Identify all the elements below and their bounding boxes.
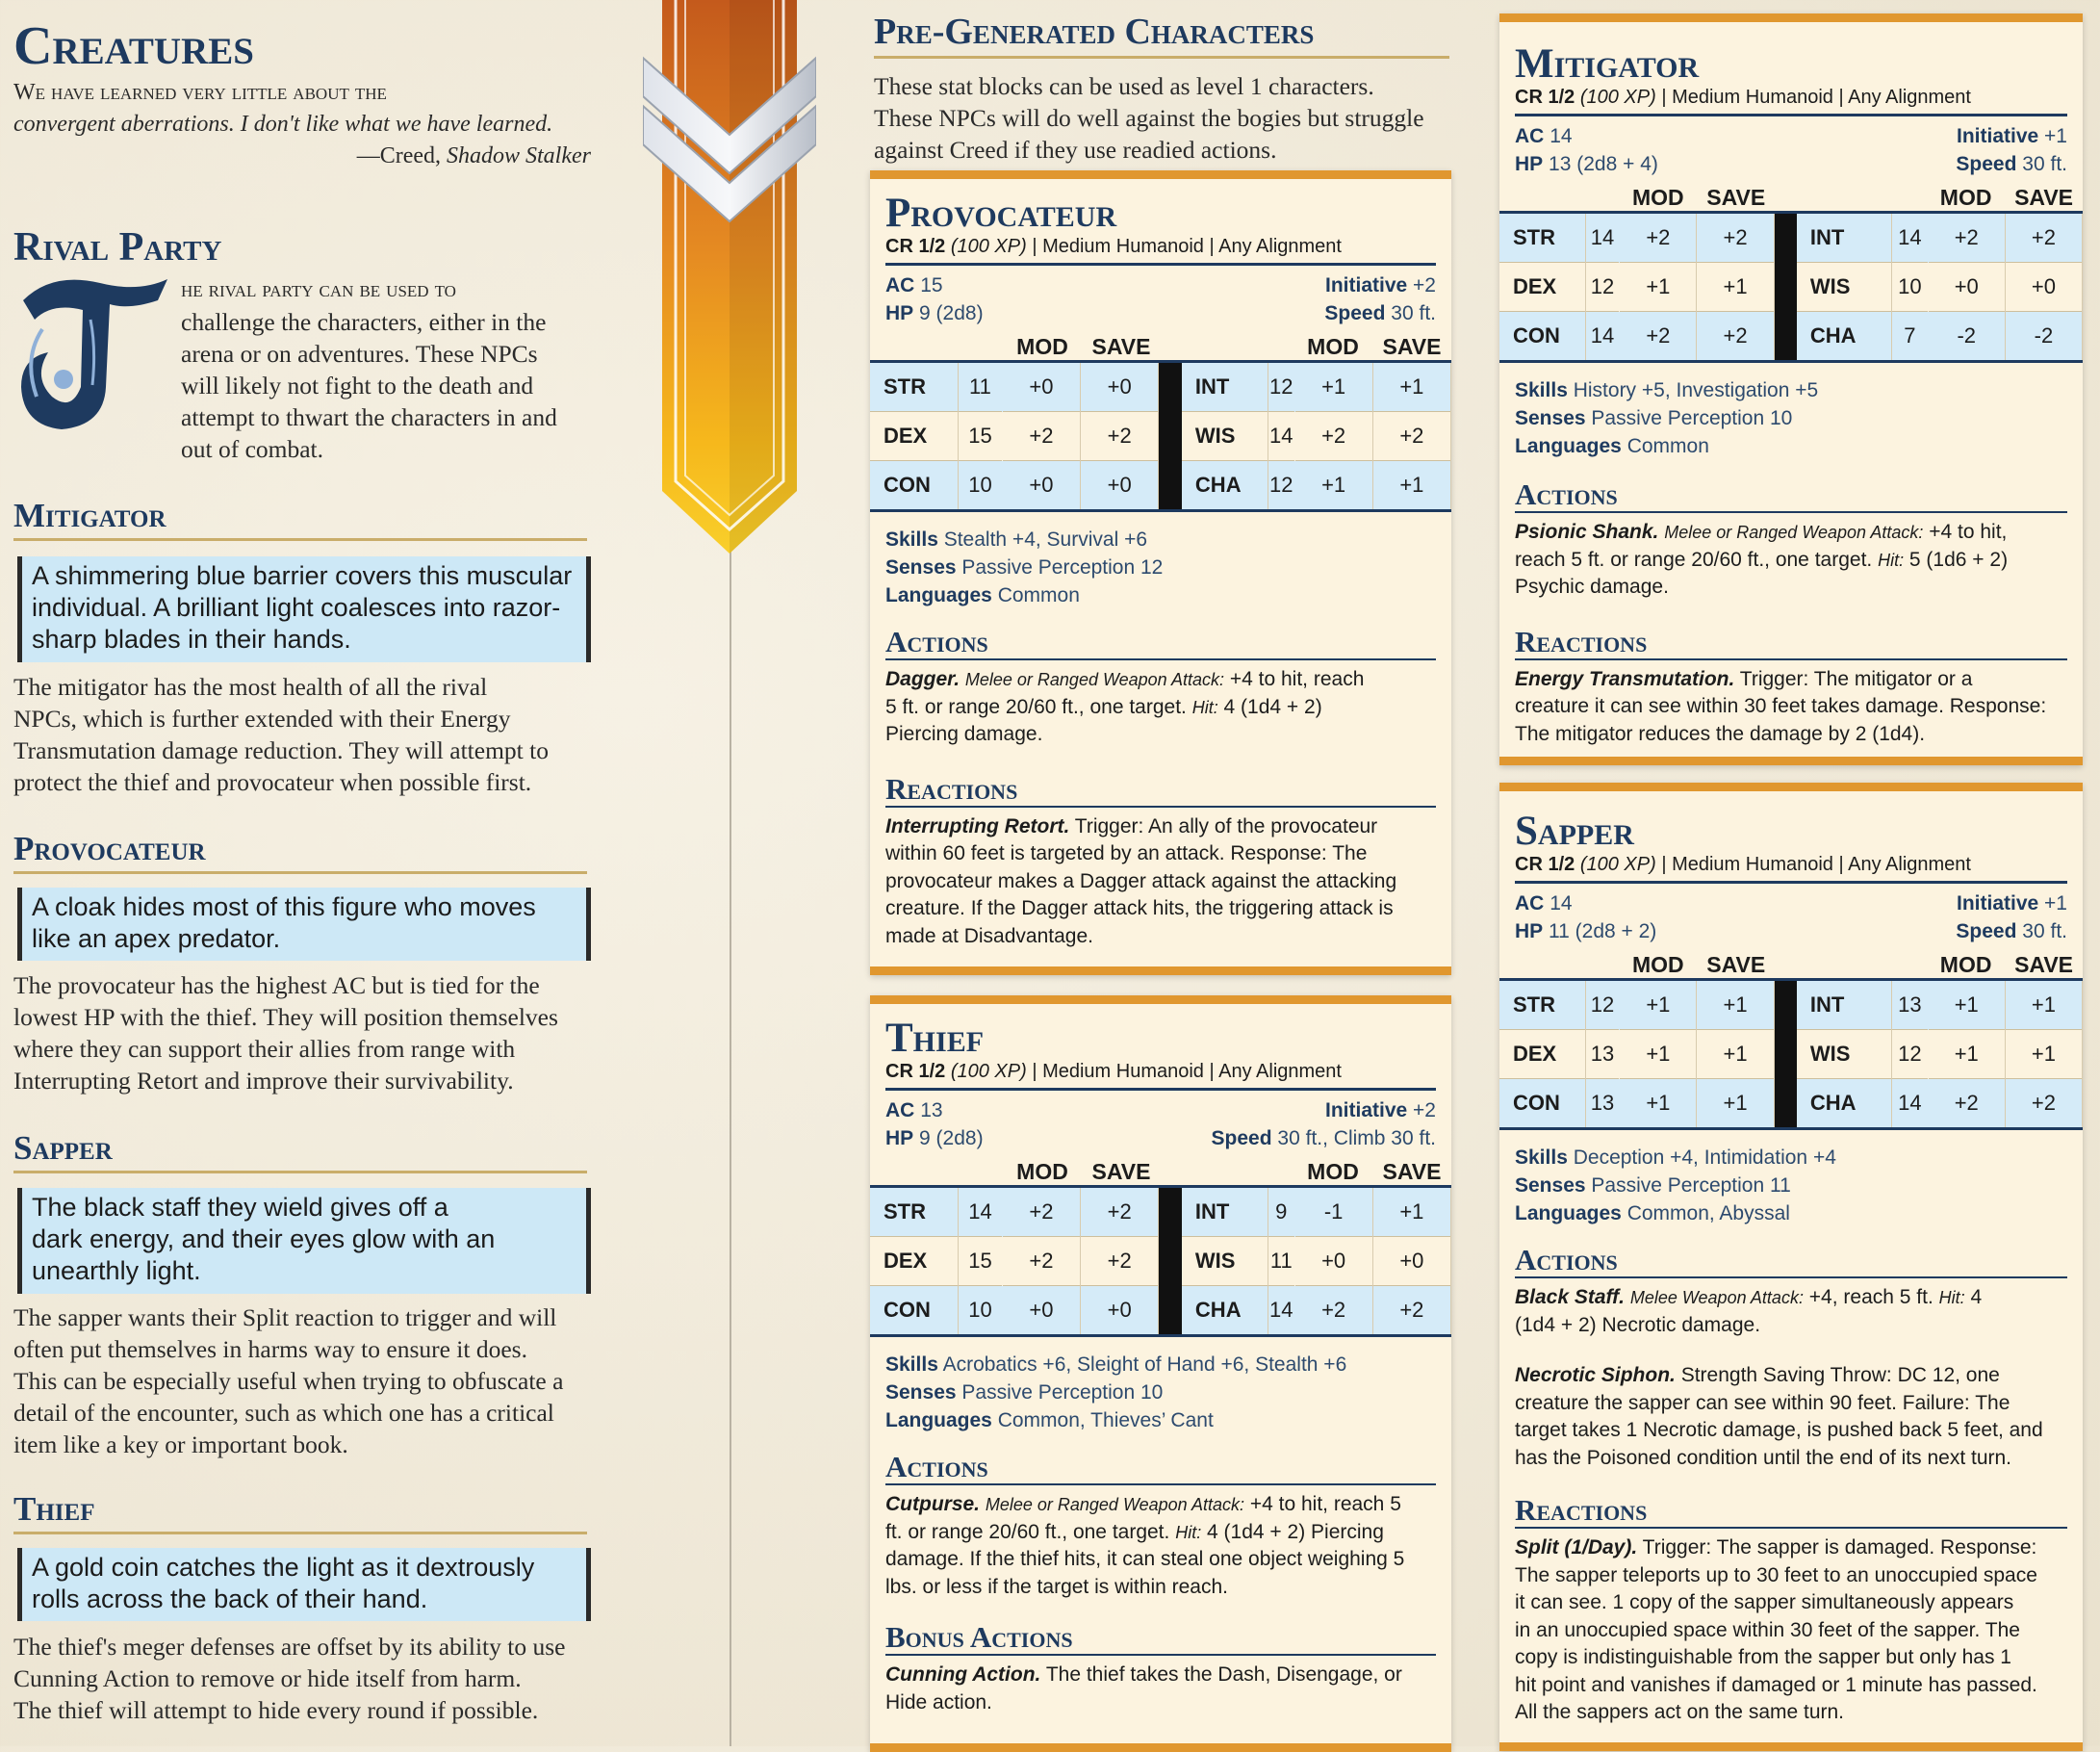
ability-save: +2 (1372, 1286, 1450, 1336)
intro-line: against Creed if they use readied actions. (874, 136, 1277, 164)
action-cutpurse: Cutpurse. Melee or Ranged Weapon Attack: +4 to hit, reach 5 ft. or range 20/60 ft., one target. Hit: 4 (1d4 + 2) Piercing damage. If the thief hits, it can steal one object weighing 5 lbs. or less if the target is within reach. (885, 1493, 1405, 1598)
ability-mod: -1 (1294, 1187, 1372, 1237)
statblock-provocateur (870, 170, 1451, 975)
ability-save: +2 (1372, 412, 1450, 461)
ability-score: 14 (959, 1187, 1003, 1237)
ability-save: +2 (2005, 213, 2082, 263)
description-line: lowest HP with the thief. They will position themselves (13, 1003, 558, 1031)
rival-party-heading: Rival Party (13, 225, 222, 270)
statblock-mitigator (1499, 13, 2083, 765)
ability-score: 7 (1892, 312, 1929, 362)
ability-mod: +1 (1620, 980, 1697, 1030)
action-black-staff: Black Staff. Melee Weapon Attack: +4, reach 5 ft. Hit: 4 (1d4 + 2) Necrotic damage. (1515, 1286, 1983, 1336)
ability-score: 14 (1268, 412, 1294, 461)
readaloud-line: unearthly light. (32, 1256, 201, 1285)
sapper-readaloud (17, 1188, 591, 1294)
hp-row: HP 11 (2d8 + 2) Speed 30 ft. (1515, 920, 2067, 942)
ability-score: 10 (959, 1286, 1003, 1336)
ability-name: DEX (1499, 1030, 1585, 1079)
description-line: The provocateur has the highest AC but is tied for the (13, 971, 540, 999)
ability-score: 11 (1268, 1237, 1294, 1286)
ability-divider (1774, 312, 1797, 362)
ac-row: AC 14 Initiative +1 (1515, 125, 2067, 147)
thief-description (13, 1631, 601, 1726)
ability-save: +2 (1697, 312, 1774, 362)
ability-name: CHA (1182, 1286, 1268, 1336)
description-line: This can be especially useful when trying to obfuscate a (13, 1367, 564, 1395)
ability-mod: +0 (1002, 362, 1080, 412)
action-psionic-shank: Psionic Shank. Melee or Ranged Weapon Attack: +4 to hit, reach 5 ft. or range 20/60 ft., one target. Hit: 5 (1d6 + 2) Psychic damage. (1515, 521, 2009, 598)
page-title: Creatures (13, 16, 254, 76)
ability-mod: +0 (1928, 263, 2005, 312)
readaloud-line: The black staff they wield gives off a (32, 1193, 448, 1222)
ability-score: 9 (1268, 1187, 1294, 1237)
dropcap-icon (13, 271, 175, 437)
ability-row (870, 1237, 1451, 1286)
reactions-heading: Reactions (1515, 1495, 2067, 1529)
ability-save: +1 (1697, 1030, 1774, 1079)
ability-save: +0 (2005, 263, 2082, 312)
ability-name: DEX (870, 1237, 959, 1286)
description-line: Interrupting Retort and improve their survivability. (13, 1067, 514, 1095)
epigraph-attribution: —Creed, Shadow Stalker (356, 143, 591, 168)
ability-divider (1774, 980, 1797, 1030)
ability-name: CON (870, 1286, 959, 1336)
sapper-heading: Sapper (13, 1131, 587, 1173)
statblock-thief (870, 995, 1451, 1752)
ability-header: MOD SAVE MOD SAVE (1016, 334, 1442, 359)
epigraph (13, 77, 591, 172)
ability-row (870, 461, 1451, 511)
provocateur-readaloud (17, 888, 591, 961)
ability-save: +1 (1372, 461, 1450, 511)
description-line: The thief will attempt to hide every round if possible. (13, 1696, 539, 1724)
ability-table (870, 360, 1451, 512)
ability-divider (1159, 461, 1182, 511)
dropcap-ornament (13, 271, 175, 437)
bonus-actions-heading: Bonus Actions (885, 1622, 1436, 1656)
ability-row (870, 362, 1451, 412)
ability-score: 12 (1268, 362, 1294, 412)
ability-divider (1159, 1286, 1182, 1336)
ability-save: +2 (2005, 1079, 2082, 1129)
ability-save: +1 (2005, 1030, 2082, 1079)
ability-name: DEX (870, 412, 959, 461)
description-line: detail of the encounter, such as which one has a critical (13, 1399, 554, 1427)
ability-divider (1159, 412, 1182, 461)
ability-name: CHA (1182, 461, 1268, 511)
intro-line: arena or on adventures. These NPCs (181, 340, 538, 368)
ability-score: 10 (959, 461, 1003, 511)
ability-save: +1 (1697, 263, 1774, 312)
senses-line: Senses Passive Perception 10 (1515, 407, 1793, 429)
intro-line: will likely not fight to the death and (181, 372, 534, 399)
intro-line: challenge the characters, either in the (181, 308, 547, 336)
ability-save: +1 (1697, 980, 1774, 1030)
actions-heading: Actions (1515, 1245, 2067, 1278)
ability-table (1499, 211, 2083, 363)
ability-mod: +2 (1002, 1237, 1080, 1286)
banner-ribbon-icon (643, 0, 816, 558)
ability-score: 14 (1585, 312, 1620, 362)
intro-line: These NPCs will do well against the bogies but struggle (874, 104, 1424, 132)
ability-mod: +2 (1928, 213, 2005, 263)
intro-line: attempt to thwart the characters in and (181, 403, 557, 431)
pregen-heading: Pre-Generated Characters (874, 13, 1449, 59)
ability-name: CHA (1797, 312, 1892, 362)
reactions-heading: Reactions (1515, 627, 2067, 660)
ability-score: 12 (1585, 980, 1620, 1030)
ability-save: +2 (1081, 1237, 1159, 1286)
skills-line: Skills Stealth +4, Survival +6 (885, 528, 1148, 551)
ability-row (870, 1286, 1451, 1336)
ability-divider (1159, 1237, 1182, 1286)
ability-name: CON (1499, 1079, 1585, 1129)
pregen-section (874, 13, 1451, 166)
ability-save: +1 (1372, 362, 1450, 412)
statblock-cr: CR 1/2 (100 XP) | Medium Humanoid | Any Alignment (1515, 852, 2067, 884)
readaloud-line: dark energy, and their eyes glow with an (32, 1224, 496, 1253)
description-line: where they can support their allies from range with (13, 1035, 516, 1063)
ac-row: AC 13 Initiative +2 (885, 1099, 1436, 1121)
ability-save: +0 (1081, 362, 1159, 412)
ability-score: 14 (1892, 213, 1929, 263)
thief-heading: Thief (13, 1492, 587, 1534)
readaloud-line: like an apex predator. (32, 924, 281, 953)
ability-mod: +2 (1620, 213, 1697, 263)
ability-name: INT (1797, 213, 1892, 263)
provocateur-heading: Provocateur (13, 832, 587, 874)
ability-row (870, 412, 1451, 461)
hp-row: HP 9 (2d8) Speed 30 ft. (885, 302, 1436, 324)
skills-line: Skills Acrobatics +6, Sleight of Hand +6, Stealth +6 (885, 1353, 1347, 1376)
ability-divider (1774, 213, 1797, 263)
reaction-energy-transmutation: Energy Transmutation. Trigger: The mitigator or a creature it can see within 30 feet takes damage. Response: The mitigator reduces the damage by 2 (1d4). (1515, 667, 2047, 745)
description-line: NPCs, which is further extended with their Energy (13, 705, 511, 733)
ability-mod: +1 (1620, 1079, 1697, 1129)
mitigator-description (13, 671, 601, 798)
statblock-cr: CR 1/2 (100 XP) | Medium Humanoid | Any Alignment (885, 1059, 1436, 1091)
intro-line: he rival party can be used to (181, 277, 456, 302)
ability-name: STR (1499, 980, 1585, 1030)
ability-table (870, 1185, 1451, 1337)
ac-row: AC 14 Initiative +1 (1515, 892, 2067, 915)
ability-name: CON (870, 461, 959, 511)
ability-header: MOD SAVE MOD SAVE (1016, 1159, 1442, 1184)
ability-save: +2 (1081, 412, 1159, 461)
ability-score: 14 (1268, 1286, 1294, 1336)
mitigator-heading: Mitigator (13, 499, 587, 541)
ability-name: DEX (1499, 263, 1585, 312)
ac-row: AC 15 Initiative +2 (885, 274, 1436, 296)
senses-line: Senses Passive Perception 10 (885, 1381, 1164, 1404)
ability-mod: +1 (1928, 1030, 2005, 1079)
readaloud-line: sharp blades in their hands. (32, 625, 351, 654)
statblock-cr: CR 1/2 (100 XP) | Medium Humanoid | Any Alignment (885, 234, 1436, 266)
statblock-name: Sapper (1515, 809, 1634, 854)
readaloud-line: individual. A brilliant light coalesces into razor- (32, 593, 561, 622)
ability-score: 10 (1892, 263, 1929, 312)
readaloud-line: A shimmering blue barrier covers this muscular (32, 561, 573, 590)
ability-mod: +0 (1002, 461, 1080, 511)
ability-score: 15 (959, 412, 1003, 461)
action-necrotic-siphon: Necrotic Siphon. Strength Saving Throw: DC 12, one creature the sapper can see within 90 feet. Failure: The target takes 1 Necrotic damage, is pushed back 5 feet, and has the Poisoned condition until the end of its next turn. (1515, 1364, 2043, 1469)
actions-heading: Actions (1515, 479, 2067, 513)
description-line: often put themselves in harms way to ensure it does. (13, 1335, 527, 1363)
ability-score: 14 (1585, 213, 1620, 263)
languages-line: Languages Common (885, 584, 1080, 606)
reactions-heading: Reactions (885, 774, 1436, 808)
ability-score: 13 (1892, 980, 1929, 1030)
description-line: The thief's meger defenses are offset by its ability to use (13, 1633, 566, 1661)
description-line: The mitigator has the most health of all the rival (13, 673, 488, 701)
ability-name: INT (1797, 980, 1892, 1030)
senses-line: Senses Passive Perception 12 (885, 556, 1164, 579)
ability-header: MOD SAVE MOD SAVE (1631, 185, 2074, 210)
ability-mod: +1 (1294, 461, 1372, 511)
readaloud-line: rolls across the back of their hand. (32, 1585, 428, 1613)
ability-score: 13 (1585, 1030, 1620, 1079)
ability-row (1499, 980, 2083, 1030)
ability-save: +0 (1372, 1237, 1450, 1286)
ability-name: CON (1499, 312, 1585, 362)
statblock-name: Provocateur (885, 191, 1117, 236)
description-line: Cunning Action to remove or hide itself from harm. (13, 1664, 522, 1692)
languages-line: Languages Common, Abyssal (1515, 1202, 1790, 1224)
ability-mod: +2 (1002, 1187, 1080, 1237)
decorative-banner (643, 0, 816, 558)
ability-name: WIS (1797, 263, 1892, 312)
ability-name: STR (1499, 213, 1585, 263)
epigraph-line-2: convergent aberrations. I don't like what we have learned. (13, 112, 553, 137)
ability-row (1499, 312, 2083, 362)
bonus-cunning-action: Cunning Action. The thief takes the Dash, Disengage, or Hide action. (885, 1663, 1402, 1713)
ability-name: INT (1182, 362, 1268, 412)
ability-row (1499, 1079, 2083, 1129)
ability-save: +1 (2005, 980, 2082, 1030)
actions-heading: Actions (885, 627, 1436, 660)
ability-save: -2 (2005, 312, 2082, 362)
ability-name: WIS (1182, 412, 1268, 461)
description-line: Transmutation damage reduction. They will attempt to (13, 736, 549, 764)
ability-mod: +1 (1620, 263, 1697, 312)
description-line: item like a key or important book. (13, 1430, 348, 1458)
ability-mod: -2 (1928, 312, 2005, 362)
ability-mod: +1 (1928, 980, 2005, 1030)
description-line: The sapper wants their Split reaction to trigger and will (13, 1303, 557, 1331)
ability-mod: +2 (1294, 1286, 1372, 1336)
readaloud-line: A cloak hides most of this figure who moves (32, 892, 536, 921)
thief-readaloud (17, 1548, 591, 1621)
senses-line: Senses Passive Perception 11 (1515, 1174, 1791, 1197)
ability-divider (1159, 362, 1182, 412)
statblock-cr: CR 1/2 (100 XP) | Medium Humanoid | Any Alignment (1515, 85, 2067, 116)
ability-score: 15 (959, 1237, 1003, 1286)
languages-line: Languages Common, Thieves’ Cant (885, 1409, 1214, 1431)
rival-party-intro (181, 274, 604, 465)
ability-divider (1774, 1030, 1797, 1079)
ability-mod: +2 (1928, 1079, 2005, 1129)
actions-heading: Actions (885, 1452, 1436, 1485)
ability-score: 12 (1892, 1030, 1929, 1079)
readaloud-line: A gold coin catches the light as it dextrously (32, 1553, 535, 1582)
ability-save: +0 (1081, 461, 1159, 511)
ability-name: CHA (1797, 1079, 1892, 1129)
ability-divider (1774, 1079, 1797, 1129)
ability-row (870, 1187, 1451, 1237)
ability-score: 12 (1585, 263, 1620, 312)
ability-score: 14 (1892, 1079, 1929, 1129)
skills-line: Skills History +5, Investigation +5 (1515, 379, 1819, 401)
ability-mod: +1 (1620, 1030, 1697, 1079)
ability-score: 11 (959, 362, 1003, 412)
sapper-description (13, 1301, 601, 1460)
skills-line: Skills Deception +4, Intimidation +4 (1515, 1147, 1836, 1169)
ability-name: STR (870, 1187, 959, 1237)
ability-score: 13 (1585, 1079, 1620, 1129)
ability-save: +1 (1697, 1079, 1774, 1129)
description-line: protect the thief and provocateur when possible first. (13, 768, 532, 796)
ability-name: WIS (1182, 1237, 1268, 1286)
ability-name: STR (870, 362, 959, 412)
ability-header: MOD SAVE MOD SAVE (1631, 952, 2074, 977)
ability-save: +2 (1697, 213, 1774, 263)
ability-save: +1 (1372, 1187, 1450, 1237)
hp-row: HP 13 (2d8 + 4) Speed 30 ft. (1515, 153, 2067, 175)
ability-row (1499, 1030, 2083, 1079)
ability-table (1499, 978, 2083, 1130)
reaction-interrupting-retort: Interrupting Retort. Trigger: An ally of the provocateur within 60 feet is targeted by an attack. Response: The provocateur makes a Dagger attack against the attacking creature. If the Dagger attack hits, the triggering attack is made at Disadvantage. (885, 814, 1397, 947)
statblock-name: Mitigator (1515, 41, 1700, 87)
ability-row (1499, 263, 2083, 312)
epigraph-line-1: We have learned very little about the (13, 80, 387, 105)
ability-mod: +0 (1002, 1286, 1080, 1336)
reaction-split: Split (1/Day). Trigger: The sapper is damaged. Response: The sapper teleports up to 30 feet to an unoccupied space it can see. 1 copy of the sapper simultaneously appears in an unoccupied space within 30 feet of the sapper. The copy is indistinguishable from the sapper but only has 1 hit point and vanishes if damaged or 1 minute has passed. All the sappers act on the same turn. (1515, 1536, 2037, 1723)
intro-line: out of combat. (181, 435, 324, 463)
provocateur-description (13, 969, 601, 1096)
hp-row: HP 9 (2d8) Speed 30 ft., Climb 30 ft. (885, 1127, 1436, 1149)
ability-mod: +2 (1294, 412, 1372, 461)
pregen-intro (874, 70, 1451, 166)
ability-score: 12 (1268, 461, 1294, 511)
ability-mod: +2 (1620, 312, 1697, 362)
languages-line: Languages Common (1515, 435, 1709, 457)
ability-name: WIS (1797, 1030, 1892, 1079)
statblock-sapper (1499, 783, 2083, 1751)
ability-mod: +0 (1294, 1237, 1372, 1286)
ability-divider (1774, 263, 1797, 312)
ability-save: +2 (1081, 1187, 1159, 1237)
ability-divider (1159, 1187, 1182, 1237)
ability-name: INT (1182, 1187, 1268, 1237)
statblock-name: Thief (885, 1016, 985, 1061)
action-dagger: Dagger. Melee or Ranged Weapon Attack: +4 to hit, reach 5 ft. or range 20/60 ft., one target. Hit: 4 (1d4 + 2) Piercing damage. (885, 668, 1365, 745)
intro-line: These stat blocks can be used as level 1 characters. (874, 72, 1374, 100)
ability-row (1499, 213, 2083, 263)
ability-mod: +2 (1002, 412, 1080, 461)
mitigator-readaloud (17, 556, 591, 662)
ability-save: +0 (1081, 1286, 1159, 1336)
ability-mod: +1 (1294, 362, 1372, 412)
